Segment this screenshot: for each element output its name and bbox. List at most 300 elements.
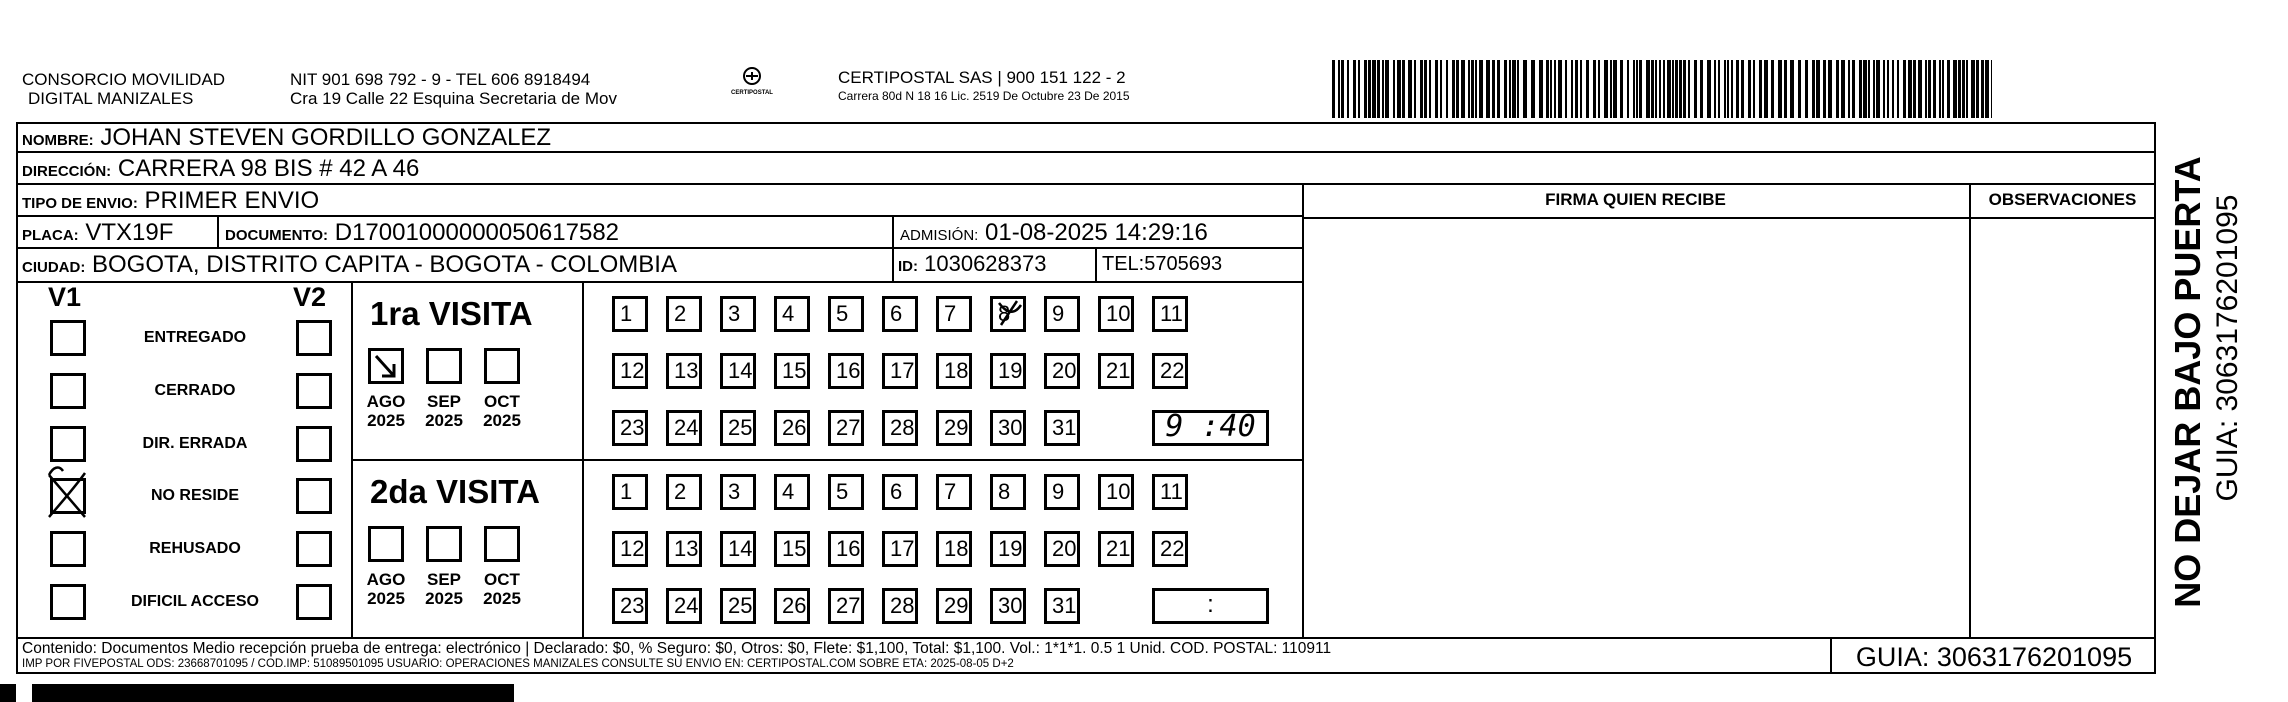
barcode-bar	[1778, 60, 1782, 118]
recipient-name-row	[22, 124, 551, 152]
day-number: 22	[1160, 358, 1185, 383]
day-box[interactable]	[612, 531, 648, 567]
barcode-bar	[1731, 60, 1733, 118]
carrier-address-line: Carrera 80d N 18 16 Lic. 2519 De Octubre 23 De 2015	[838, 89, 1130, 103]
day-number: 23	[620, 593, 645, 618]
barcode-bar	[1887, 60, 1889, 118]
v2-header: V2	[293, 282, 327, 312]
day-number: 31	[1052, 415, 1077, 440]
barcode-bar	[1435, 60, 1438, 118]
barcode-bar	[1700, 60, 1703, 118]
v1-checkbox[interactable]	[50, 531, 86, 567]
v2-checkbox[interactable]	[296, 320, 332, 356]
day-number: 6	[890, 301, 903, 326]
day-number: 14	[728, 358, 753, 383]
day-box[interactable]	[936, 296, 972, 332]
barcode-bar	[1841, 60, 1845, 118]
barcode-bar	[1953, 60, 1957, 118]
admission-value: 01-08-2025 14:29:16	[985, 219, 1208, 246]
day-box[interactable]	[882, 588, 918, 624]
day-box[interactable]	[1044, 296, 1080, 332]
day-box[interactable]	[720, 474, 756, 510]
barcode-bar	[1683, 60, 1686, 118]
day-box[interactable]	[774, 531, 810, 567]
day-box[interactable]	[720, 410, 756, 446]
barcode-bar	[1509, 60, 1511, 118]
day-number: 21	[1106, 358, 1131, 383]
city-label: CIUDAD:	[22, 259, 86, 276]
month-checkbox[interactable]	[484, 348, 520, 384]
day-box[interactable]	[612, 588, 648, 624]
day-box[interactable]	[828, 410, 864, 446]
day-box[interactable]	[1098, 353, 1134, 389]
barcode-bar	[1918, 60, 1922, 118]
v2-checkbox[interactable]	[296, 373, 332, 409]
barcode-bar	[1736, 60, 1739, 118]
recipient-address-row	[22, 155, 419, 183]
day-number: 11	[1160, 479, 1183, 504]
day-number: 9	[1052, 479, 1065, 504]
barcode-bar	[1863, 60, 1867, 118]
month-checkbox[interactable]	[484, 526, 520, 562]
recipient-name: JOHAN STEVEN GORDILLO GONZALEZ	[100, 124, 552, 151]
barcode-bar	[1784, 60, 1787, 118]
barcode-bar	[1497, 60, 1500, 118]
barcode-bar	[1332, 60, 1335, 118]
barcode-bar	[1852, 60, 1855, 118]
day-number: 23	[620, 415, 645, 440]
barcode-bar	[1764, 60, 1768, 118]
day-box[interactable]	[990, 531, 1026, 567]
barcode-bar	[1759, 60, 1762, 118]
barcode-bar	[1694, 60, 1697, 118]
barcode-bar	[1753, 60, 1755, 118]
barcode-bar	[1492, 60, 1495, 118]
barcode-bar	[1358, 60, 1360, 118]
day-box[interactable]	[774, 353, 810, 389]
barcode-bar	[1571, 60, 1573, 118]
barcode-bar	[1475, 60, 1477, 118]
day-box[interactable]	[936, 410, 972, 446]
day-box[interactable]	[882, 531, 918, 567]
day-box[interactable]	[1152, 353, 1188, 389]
day-box[interactable]	[882, 474, 918, 510]
day-box[interactable]	[666, 531, 702, 567]
day-number: 10	[1106, 301, 1131, 326]
company-block	[22, 70, 225, 108]
side-warning: NO DEJAR BAJO PUERTA	[2167, 156, 2208, 608]
barcode-bar	[1991, 60, 1992, 118]
month-year: 2025	[425, 589, 463, 608]
day-number: 8	[998, 479, 1011, 504]
id-label: ID:	[898, 258, 918, 275]
barcode-bar	[1372, 60, 1376, 118]
day-box[interactable]	[936, 353, 972, 389]
day-box[interactable]	[720, 296, 756, 332]
time-box[interactable]	[1152, 410, 1269, 446]
barcode-bar	[1688, 60, 1690, 118]
day-number: 29	[944, 593, 969, 618]
barcode-bar	[1353, 60, 1356, 118]
barcode-bar	[1962, 60, 1965, 118]
barcode-bar	[1897, 60, 1899, 118]
barcode-bar	[1627, 60, 1629, 118]
company-name-line2: DIGITAL MANIZALES	[28, 89, 194, 108]
v2-checkbox[interactable]	[296, 426, 332, 462]
day-box[interactable]	[936, 531, 972, 567]
barcode-bar	[1790, 60, 1794, 118]
day-number: 6	[890, 479, 903, 504]
barcode-bar	[1828, 60, 1832, 118]
day-box[interactable]	[1152, 296, 1188, 332]
barcode-bar	[1456, 60, 1459, 118]
day-number: 15	[782, 358, 807, 383]
day-number: 1	[620, 301, 633, 326]
observations-header: OBSERVACIONES	[1988, 190, 2137, 209]
day-number: 13	[674, 358, 699, 383]
day-box[interactable]	[828, 531, 864, 567]
barcode-bar	[1575, 60, 1578, 118]
day-number: 8	[998, 301, 1011, 326]
month-name: AGO	[366, 570, 406, 589]
recipient-address: CARRERA 98 BIS # 42 A 46	[117, 155, 420, 182]
day-number: 14	[728, 536, 753, 561]
day-box[interactable]	[936, 474, 972, 510]
month-checkbox[interactable]	[426, 526, 462, 562]
day-number: 13	[674, 536, 699, 561]
visit-title: 1ra VISITA	[370, 295, 533, 332]
day-number: 17	[890, 358, 915, 383]
barcode-bar	[1546, 60, 1549, 118]
v1-checkbox[interactable]	[50, 478, 86, 514]
barcode-bar	[1598, 60, 1600, 118]
barcode-bar	[1554, 60, 1556, 118]
month-checkbox[interactable]	[426, 348, 462, 384]
shipment-type: PRIMER ENVIO	[144, 187, 320, 214]
day-number: 24	[674, 593, 699, 618]
barcode-bar	[1504, 60, 1507, 118]
plate-cell	[22, 219, 173, 247]
barcode-bar	[1727, 60, 1729, 118]
day-box[interactable]	[828, 474, 864, 510]
barcode-bar	[1883, 60, 1885, 118]
barcode-bar	[1908, 60, 1912, 118]
day-number: 16	[836, 536, 861, 561]
day-box[interactable]	[1044, 410, 1080, 446]
redaction-bar	[0, 684, 514, 702]
address-label: DIRECCIÓN:	[22, 163, 112, 180]
day-box[interactable]	[666, 474, 702, 510]
barcode-bar	[1748, 60, 1751, 118]
barcode-bar	[1816, 60, 1820, 118]
day-box[interactable]	[990, 588, 1026, 624]
barcode-bar	[1512, 60, 1516, 118]
shipment-label: TIPO DE ENVIO:	[22, 195, 138, 212]
day-box[interactable]	[1044, 353, 1080, 389]
barcode-bar	[1707, 60, 1711, 118]
day-number: 5	[836, 479, 849, 504]
barcode-bar	[1347, 60, 1349, 118]
barcode-bar	[1580, 60, 1582, 118]
barcode-bar	[1868, 60, 1870, 118]
day-box[interactable]	[990, 410, 1026, 446]
day-box[interactable]	[828, 296, 864, 332]
barcode-bar	[1613, 60, 1617, 118]
v1-checkbox[interactable]	[50, 584, 86, 620]
day-number: 29	[944, 415, 969, 440]
day-box[interactable]	[1152, 474, 1188, 510]
month-year: 2025	[483, 411, 521, 430]
day-box[interactable]	[1098, 531, 1134, 567]
v1-checkbox[interactable]	[50, 320, 86, 356]
city-value: BOGOTA, DISTRITO CAPITA - BOGOTA - COLOMBIA	[92, 251, 677, 278]
month-name: SEP	[426, 392, 462, 411]
month-checkbox[interactable]	[368, 526, 404, 562]
plate-value: VTX19F	[85, 219, 174, 246]
barcode-bar	[1420, 60, 1423, 118]
day-box[interactable]	[1098, 474, 1134, 510]
city-cell	[22, 251, 677, 279]
day-number: 21	[1106, 536, 1131, 561]
day-number: 25	[728, 415, 753, 440]
day-box[interactable]	[666, 410, 702, 446]
barcode-bar	[1928, 60, 1931, 118]
v1-checkbox[interactable]	[50, 373, 86, 409]
barcode-bar	[1382, 60, 1384, 118]
barcode-bar	[1586, 60, 1589, 118]
plate-label: PLACA:	[22, 227, 79, 244]
day-number: 19	[998, 358, 1023, 383]
day-box[interactable]	[828, 588, 864, 624]
day-number: 7	[944, 301, 957, 326]
v2-checkbox[interactable]	[296, 478, 332, 514]
redaction-gap	[16, 684, 32, 702]
barcode-bar	[1397, 60, 1401, 118]
day-box[interactable]	[1044, 531, 1080, 567]
status-label: NO RESIDE	[150, 487, 239, 504]
barcode-bar	[1933, 60, 1936, 118]
footer-imp: IMP POR FIVEPOSTAL ODS: 23668701095 / COD.IMP: 51089501095 USUARIO: OPERACIONES MANIZALES CONSULTE SU ENVIO EN: CERTIPOSTAL.COM SOBRE ETA: 2025-08-05 D+2	[22, 658, 1014, 670]
v2-checkbox[interactable]	[296, 584, 332, 620]
barcode-bar	[1971, 60, 1975, 118]
day-number: 20	[1052, 358, 1077, 383]
day-number: 1	[620, 479, 633, 504]
month-year: 2025	[367, 411, 405, 430]
day-box[interactable]	[774, 588, 810, 624]
scribble-icon	[995, 299, 1025, 329]
barcode-bar	[1468, 60, 1470, 118]
barcode-bar	[1892, 60, 1894, 118]
barcode-bar	[1679, 60, 1682, 118]
barcode-bar	[1558, 60, 1562, 118]
day-number: 3	[728, 479, 741, 504]
day-number: 11	[1160, 301, 1183, 326]
barcode-bar	[1486, 60, 1490, 118]
admission-cell	[900, 219, 1208, 247]
day-box[interactable]	[666, 588, 702, 624]
day-box[interactable]	[936, 588, 972, 624]
day-number: 27	[836, 415, 861, 440]
id-value: 1030628373	[924, 251, 1047, 276]
v1-checkbox[interactable]	[50, 426, 86, 462]
day-box[interactable]	[1044, 588, 1080, 624]
barcode-bar	[1798, 60, 1801, 118]
month-checkbox[interactable]	[368, 348, 404, 384]
day-number: 15	[782, 536, 807, 561]
tel-value: 5705693	[1144, 253, 1223, 275]
day-box[interactable]	[612, 296, 648, 332]
footer-contents: Contenido: Documentos Medio recepción prueba de entrega: electrónico | Declarado: $0, % Seguro: $0, Otros: $0, Flete: $1,100, Total: $1,100. Vol.: 1*1*1. 0.5 1 Unid. COD. POSTAL: 110911	[22, 640, 1332, 657]
day-box[interactable]	[828, 353, 864, 389]
company-contact-block	[290, 70, 617, 108]
day-number: 4	[782, 479, 795, 504]
barcode-bar	[1364, 60, 1367, 118]
barcode-bar	[1565, 60, 1567, 118]
day-box[interactable]	[612, 353, 648, 389]
month-name: OCT	[484, 570, 520, 589]
barcode-bar	[1593, 60, 1596, 118]
month-name: AGO	[366, 392, 406, 411]
barcode-bar	[1550, 60, 1552, 118]
side-guia: GUIA: 3063176201095	[2211, 194, 2244, 502]
day-number: 2	[674, 301, 687, 326]
day-box[interactable]	[882, 410, 918, 446]
barcode-bar	[1523, 60, 1527, 118]
barcode-bar	[1771, 60, 1774, 118]
day-box[interactable]	[612, 474, 648, 510]
day-number: 24	[674, 415, 699, 440]
barcode-bar	[1424, 60, 1427, 118]
day-box[interactable]	[1044, 474, 1080, 510]
day-box[interactable]	[774, 410, 810, 446]
barcode-bar	[1452, 60, 1455, 118]
barcode-bar	[1610, 60, 1612, 118]
carrier-block	[838, 68, 1130, 104]
month-name: SEP	[426, 570, 462, 589]
barcode-bar	[1461, 60, 1465, 118]
barcode-bar	[1947, 60, 1950, 118]
v1-header: V1	[48, 282, 82, 312]
day-box[interactable]	[882, 353, 918, 389]
barcode-bar	[1659, 60, 1661, 118]
barcode-bar	[1620, 60, 1623, 118]
status-label: DIR. ERRADA	[142, 435, 248, 452]
month-year: 2025	[367, 589, 405, 608]
barcode-bar	[1393, 60, 1395, 118]
document-label: DOCUMENTO:	[225, 227, 329, 244]
day-number: 17	[890, 536, 915, 561]
month-year: 2025	[425, 411, 463, 430]
day-box[interactable]	[612, 410, 648, 446]
day-number: 31	[1052, 593, 1077, 618]
day-number: 26	[782, 593, 807, 618]
time-box[interactable]	[1152, 588, 1269, 624]
barcode-bar	[1539, 60, 1543, 118]
day-box[interactable]	[774, 296, 810, 332]
barcode-bar	[1903, 60, 1906, 118]
day-number: 28	[890, 593, 915, 618]
barcode-bar	[1440, 60, 1442, 118]
day-box[interactable]	[1152, 531, 1188, 567]
barcode-bar	[1651, 60, 1654, 118]
barcode-bar	[1939, 60, 1941, 118]
barcode	[1332, 60, 1992, 118]
day-number: 19	[998, 536, 1023, 561]
barcode-bar	[1966, 60, 1968, 118]
admission-label: ADMISIÓN:	[900, 227, 979, 244]
day-number: 9	[1052, 301, 1065, 326]
month-name: OCT	[484, 392, 520, 411]
barcode-bar	[1848, 60, 1850, 118]
tel-cell	[1102, 253, 1222, 276]
barcode-bar	[1341, 60, 1344, 118]
day-box[interactable]	[774, 474, 810, 510]
day-number: 20	[1052, 536, 1077, 561]
v2-checkbox[interactable]	[296, 531, 332, 567]
barcode-bar	[1981, 60, 1984, 118]
day-box[interactable]	[666, 353, 702, 389]
day-box[interactable]	[990, 296, 1026, 332]
barcode-bar	[1985, 60, 1989, 118]
day-number: 26	[782, 415, 807, 440]
barcode-bar	[1446, 60, 1448, 118]
barcode-bar	[1942, 60, 1944, 118]
day-box[interactable]	[720, 353, 756, 389]
check-arrow-icon	[368, 348, 404, 384]
day-number: 3	[728, 301, 741, 326]
carrier-logo	[724, 66, 780, 102]
footer-guia: GUIA: 3063176201095	[1855, 642, 2133, 672]
day-number: 18	[944, 358, 969, 383]
day-box[interactable]	[990, 474, 1026, 510]
barcode-bar	[1639, 60, 1642, 118]
barcode-bar	[1976, 60, 1979, 118]
barcode-bar	[1714, 60, 1716, 118]
barcode-bar	[1741, 60, 1744, 118]
barcode-bar	[1402, 60, 1405, 118]
day-box[interactable]	[720, 531, 756, 567]
day-number: 2	[674, 479, 687, 504]
day-box[interactable]	[666, 296, 702, 332]
day-number: 30	[998, 415, 1023, 440]
document-cell	[225, 219, 619, 247]
status-label: DIFICIL ACCESO	[130, 593, 259, 610]
tel-label: TEL:	[1102, 253, 1145, 275]
barcode-bar	[1667, 60, 1671, 118]
month-year: 2025	[483, 589, 521, 608]
day-box[interactable]	[990, 353, 1026, 389]
shipment-type-row	[22, 187, 319, 215]
day-box[interactable]	[1098, 296, 1134, 332]
day-box[interactable]	[882, 296, 918, 332]
barcode-bar	[1675, 60, 1678, 118]
handwritten-time: 9 :40	[1165, 409, 1256, 444]
signature-header: FIRMA QUIEN RECIBE	[1545, 190, 1726, 209]
day-number: 27	[836, 593, 861, 618]
status-label: ENTREGADO	[143, 329, 247, 346]
barcode-bar	[1724, 60, 1726, 118]
barcode-bar	[1636, 60, 1638, 118]
barcode-bar	[1471, 60, 1474, 118]
status-label: CERRADO	[154, 382, 236, 399]
visit-title: 2da VISITA	[370, 473, 540, 510]
day-box[interactable]	[720, 588, 756, 624]
barcode-bar	[1859, 60, 1862, 118]
document-value: D17001000000050617582	[334, 219, 620, 246]
barcode-bar	[1925, 60, 1927, 118]
barcode-bar	[1414, 60, 1416, 118]
day-number: 30	[998, 593, 1023, 618]
